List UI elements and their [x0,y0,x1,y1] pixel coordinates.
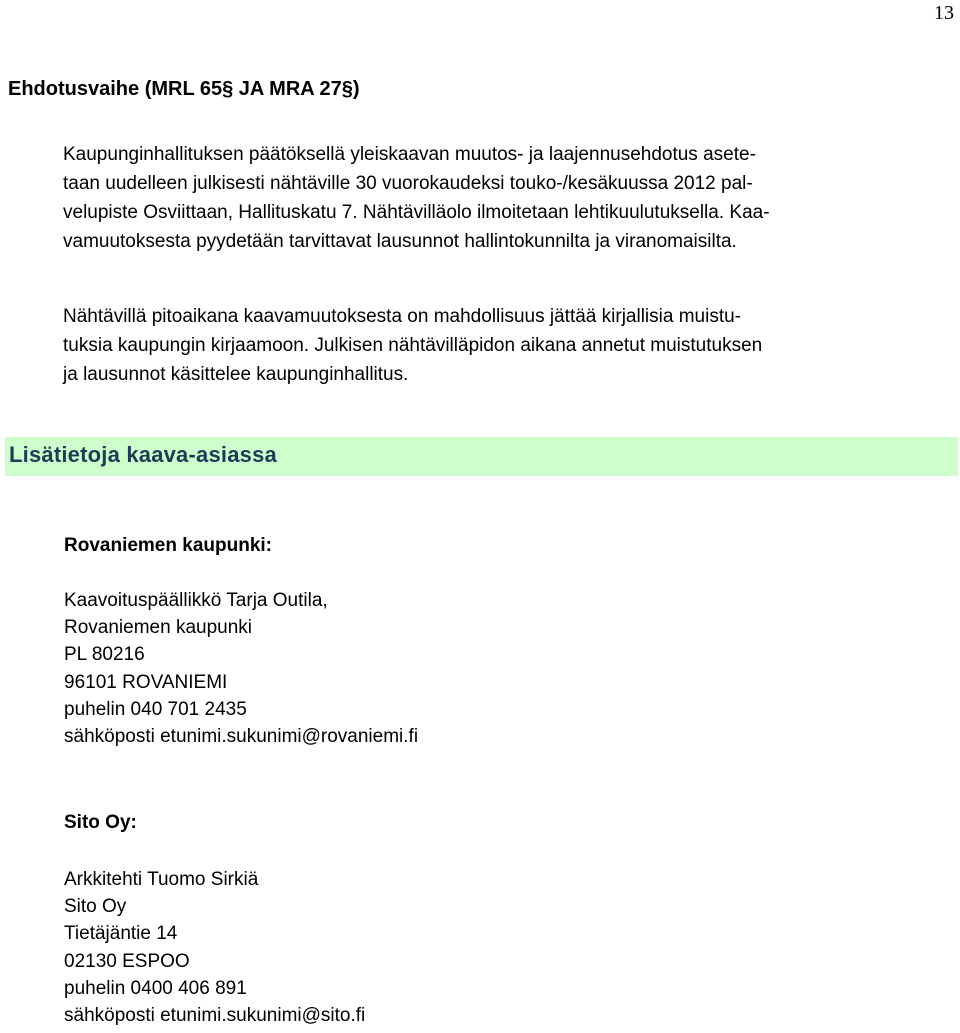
contact-line: Tietäjäntie 14 [64,923,178,945]
contact-email: sähköposti etunimi.sukunimi@rovaniemi.fi [64,726,419,748]
page-number: 13 [934,2,954,24]
paragraph-objections: Nähtävillä pitoaikana kaavamuutoksesta on mahdollisuus jättää kirjallisia muistu- tuksia kaupungin kirjaamoon. Julkisen nähtävilläpidon aikana annetut muistutuksen ja lausunnot käsittelee kaupunginhallitus. [63,306,763,385]
section-title: Ehdotusvaihe (MRL 65§ JA MRA 27§) [8,78,360,100]
contact-email: sähköposti etunimi.sukunimi@sito.fi [64,1005,366,1027]
contact-line: PL 80216 [64,644,145,666]
contact-line: 02130 ESPOO [64,950,190,972]
contact-details-sito [64,866,365,1029]
contact-line: Kaavoituspäällikkö Tarja Outila, [64,590,328,611]
contact-heading-sito: Sito Oy: [64,812,137,833]
contact-line: Arkkitehti Tuomo Sirkiä [64,869,259,890]
contact-line: Rovaniemen kaupunki [64,617,253,639]
contact-heading-rovaniemi: Rovaniemen kaupunki: [64,535,272,556]
contact-line: Sito Oy [64,896,127,918]
contact-details-rovaniemi [64,587,418,750]
contact-phone: puhelin 0400 406 891 [64,977,247,999]
paragraph-proposal-display: Kaupunginhallituksen päätöksellä yleiskaavan muutos- ja laajennusehdotus asete- taan uudelleen julkisesti nähtäville 30 vuorokaudeksi touko-/kesäkuussa 2012 pal- velupiste Osviittaan, Hallituskatu 7. Nähtävilläolo ilmoitetaan lehtikuulutuksella. Kaa- vamuutoksesta pyydetään tarvittavat lausunnot hallintokunnilta ja viranomaisilta. [63,144,770,252]
contact-line: 96101 ROVANIEMI [64,671,228,693]
info-banner [5,437,958,476]
info-banner-title: Lisätietoja kaava-asiassa [9,442,277,467]
contact-phone: puhelin 040 701 2435 [64,698,247,720]
